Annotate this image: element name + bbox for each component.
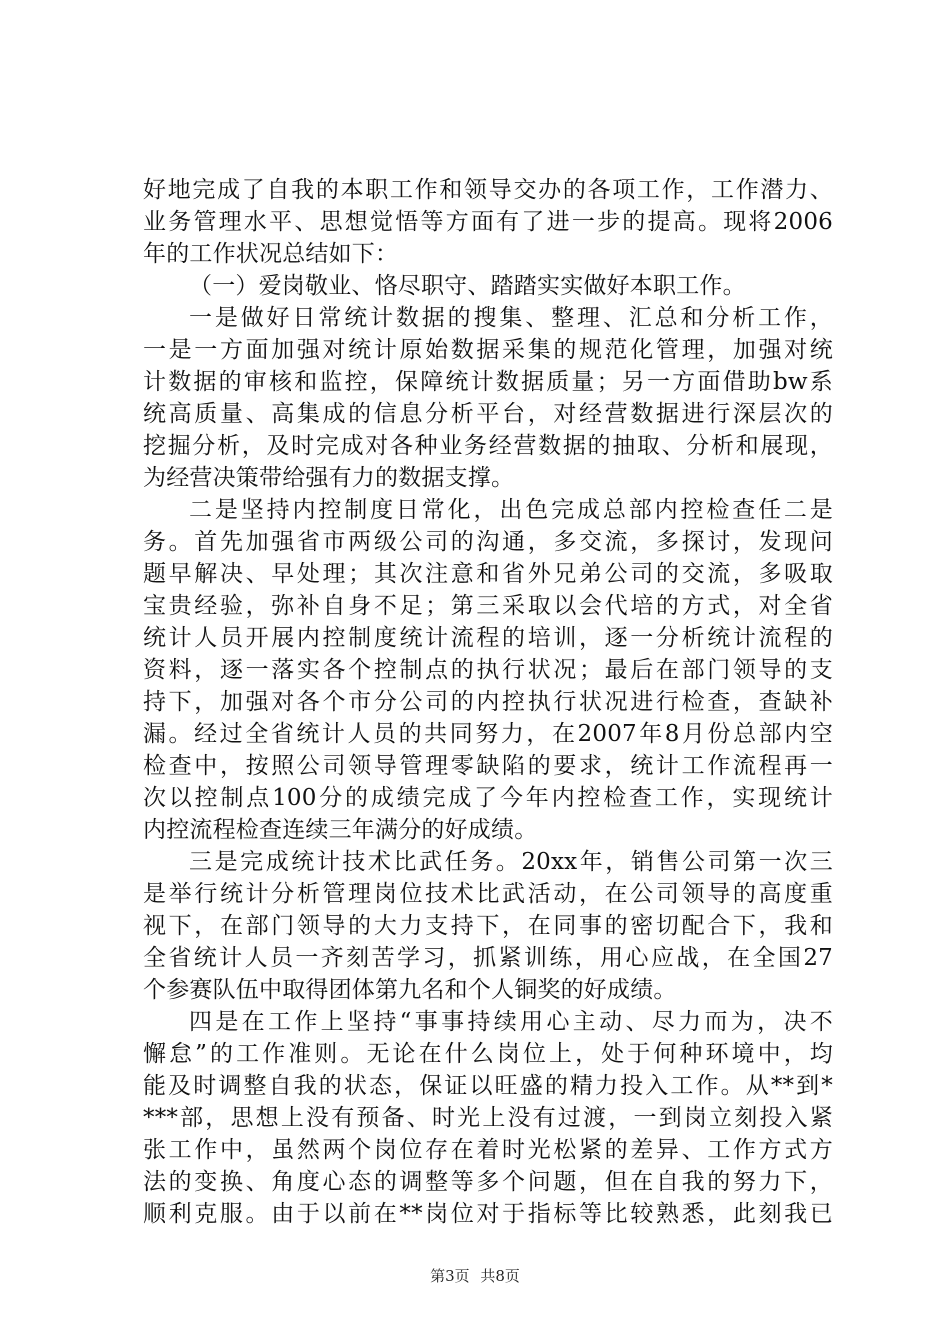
- text-line: 视下，在部门领导的大力支持下，在同事的密切配合下，我和: [143, 913, 833, 939]
- text-line: 二是坚持内控制度日常化，出色完成总部内控检查任二是: [189, 497, 833, 523]
- text-line: 资料，逐一落实各个控制点的执行状况；最后在部门领导的支: [143, 657, 833, 683]
- text-line: 能及时调整自我的状态，保证以旺盛的精力投入工作。从**到*: [143, 1073, 833, 1099]
- text-line: 宝贵经验，弥补自身不足；第三采取以会代培的方式，对全省: [143, 593, 833, 619]
- text-line: 一是一方面加强对统计原始数据采集的规范化管理，加强对统: [143, 337, 833, 363]
- text-line: 漏。经过全省统计人员的共同努力，在2007年8月份总部内空: [143, 721, 833, 747]
- text-line: 内控流程检查连续三年满分的好成绩。: [143, 817, 538, 843]
- text-line: 年的工作状况总结如下：: [143, 241, 399, 267]
- text-line: 全省统计人员一齐刻苦学习，抓紧训练，用心应战，在全国27: [143, 945, 833, 971]
- text-line: ***部，思想上没有预备、时光上没有过渡，一到岗立刻投入紧: [143, 1105, 833, 1131]
- text-line: 次以控制点100分的成绩完成了今年内控检查工作，实现统计: [143, 785, 833, 811]
- text-line: 顺利克服。由于以前在**岗位对于指标等比较熟悉，此刻我已: [143, 1201, 833, 1227]
- text-line: 计数据的审核和监控，保障统计数据质量；另一方面借助bw系: [143, 369, 833, 395]
- page-number: 第3页: [430, 1267, 470, 1285]
- text-line: 务。首先加强省市两级公司的沟通，多交流，多探讨，发现问: [143, 529, 833, 555]
- section-heading: （一）爱岗敬业、恪尽职守、踏踏实实做好本职工作。: [189, 273, 746, 299]
- text-line: 法的变换、角度心态的调整等多个问题，但在自我的努力下，: [143, 1169, 833, 1195]
- text-line: 好地完成了自我的本职工作和领导交办的各项工作，工作潜力、: [143, 177, 833, 203]
- document-body: [143, 174, 833, 1230]
- text-line: 统计人员开展内控制度统计流程的培训，逐一分析统计流程的: [143, 625, 833, 651]
- text-line: 个参赛队伍中取得团体第九名和个人铜奖的好成绩。: [143, 977, 677, 1003]
- text-line: 懈怠”的工作准则。无论在什么岗位上，处于何种环境中，均: [143, 1041, 833, 1067]
- text-line: 业务管理水平、思想觉悟等方面有了进一步的提高。现将2006: [143, 209, 833, 235]
- text-line: 挖掘分析，及时完成对各种业务经营数据的抽取、分析和展现，: [143, 433, 833, 459]
- text-line: 四是在工作上坚持“事事持续用心主动、尽力而为，决不: [189, 1009, 833, 1035]
- text-line: 是举行统计分析管理岗位技术比武活动，在公司领导的高度重: [143, 881, 833, 907]
- text-line: 一是做好日常统计数据的搜集、整理、汇总和分析工作，: [189, 305, 833, 331]
- text-line: 张工作中，虽然两个岗位存在着时光松紧的差异、工作方式方: [143, 1137, 833, 1163]
- text-line: 检查中，按照公司领导管理零缺陷的要求，统计工作流程再一: [143, 753, 833, 779]
- text-line: 三是完成统计技术比武任务。20xx年，销售公司第一次三: [189, 849, 833, 875]
- text-line: 为经营决策带给强有力的数据支撑。: [143, 465, 515, 491]
- text-line: 持下，加强对各个市分公司的内控执行状况进行检查，查缺补: [143, 689, 833, 715]
- page-footer: [0, 1266, 950, 1286]
- text-line: 统高质量、高集成的信息分析平台，对经营数据进行深层次的: [143, 401, 833, 427]
- page-total: 共8页: [480, 1267, 520, 1285]
- text-line: 题早解决、早处理；其次注意和省外兄弟公司的交流，多吸取: [143, 561, 833, 587]
